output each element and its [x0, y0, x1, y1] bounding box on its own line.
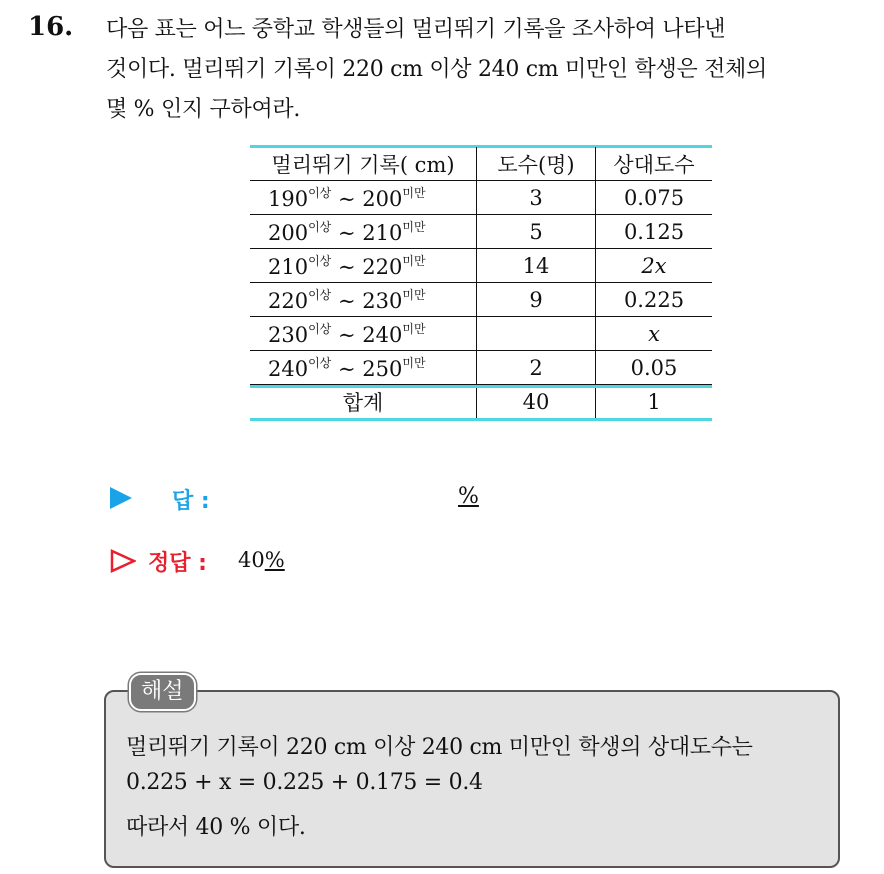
- frequency-cell: 14: [477, 249, 596, 283]
- class-interval: [250, 317, 477, 351]
- interval-range: [268, 184, 458, 211]
- correct-value: 40: [238, 548, 265, 572]
- class-interval: [250, 215, 477, 249]
- explanation-line-2: 0.225 + x = 0.225 + 0.175 = 0.4: [126, 770, 483, 795]
- ge-label: 이상: [308, 186, 332, 200]
- header-frequency: 도수(명): [477, 147, 596, 181]
- interval-from: 230: [268, 323, 309, 347]
- header-record: 멀리뛰기 기록( cm): [250, 147, 477, 181]
- table-row: [250, 351, 712, 385]
- table-bottom-rule: [250, 418, 712, 421]
- class-interval: [250, 283, 477, 317]
- total-frequency: 40: [477, 385, 596, 419]
- table-header-row: [250, 147, 712, 181]
- ge-label: 이상: [308, 288, 332, 302]
- interval-range: [268, 218, 458, 245]
- ge-label: 이상: [308, 356, 332, 370]
- lt-label: 미만: [402, 356, 426, 370]
- interval-from: 210: [268, 255, 309, 279]
- question-line-2: 것이다. 멀리뛰기 기록이 220 cm 이상 240 cm 미만인 학생은 전체의: [106, 57, 767, 82]
- relative-frequency-cell: 0.225: [596, 283, 713, 317]
- total-relative-frequency: 1: [647, 389, 661, 414]
- lt-label: 미만: [402, 220, 426, 234]
- interval-from: 200: [268, 221, 309, 245]
- explanation-line-3: 따라서 40 % 이다.: [126, 815, 306, 840]
- table-total-rule: [250, 385, 712, 388]
- frequency-table: [250, 147, 712, 418]
- table-total-row: [250, 385, 712, 419]
- interval-range: [268, 252, 458, 279]
- tilde: ∼: [337, 187, 356, 211]
- class-interval: [250, 181, 477, 215]
- interval-to: 220: [362, 255, 403, 279]
- table-row: [250, 181, 712, 215]
- explanation-tab: 해설: [129, 673, 196, 711]
- lt-label: 미만: [402, 186, 426, 200]
- ge-label: 이상: [308, 322, 332, 336]
- frequency-cell: 3: [477, 181, 596, 215]
- total-label: 합계: [250, 385, 477, 419]
- correct-arrow-icon: [110, 548, 136, 574]
- tilde: ∼: [337, 255, 356, 279]
- tilde: ∼: [337, 289, 356, 313]
- interval-to: 210: [362, 221, 403, 245]
- class-interval: [250, 351, 477, 385]
- tilde: ∼: [337, 221, 356, 245]
- frequency-cell: 2: [477, 351, 596, 385]
- correct-unit: %: [264, 548, 285, 572]
- frequency-cell: [477, 317, 596, 351]
- ge-label: 이상: [308, 254, 332, 268]
- class-interval: [250, 249, 477, 283]
- answer-unit: %: [458, 484, 479, 509]
- table-row: [250, 249, 712, 283]
- interval-range: [268, 286, 458, 313]
- table-row: [250, 317, 712, 351]
- relative-frequency-cell: 0.05: [596, 351, 713, 385]
- interval-to: 240: [362, 323, 403, 347]
- interval-from: 220: [268, 289, 309, 313]
- relative-frequency-cell: x: [596, 317, 713, 351]
- answer-label: 답 :: [172, 489, 210, 514]
- question-line-1: 다음 표는 어느 중학교 학생들의 멀리뛰기 기록을 조사하여 나타낸: [106, 17, 726, 42]
- interval-from: 240: [268, 357, 309, 381]
- table-row: [250, 215, 712, 249]
- header-relative-frequency: 상대도수: [596, 147, 713, 181]
- tilde: ∼: [337, 357, 356, 381]
- correct-answer: [238, 548, 285, 572]
- answer-arrow-icon: [110, 487, 132, 509]
- frequency-cell: 9: [477, 283, 596, 317]
- interval-range: [268, 320, 458, 347]
- interval-to: 200: [362, 187, 403, 211]
- table-row: [250, 283, 712, 317]
- tilde: ∼: [337, 323, 356, 347]
- interval-to: 250: [362, 357, 403, 381]
- lt-label: 미만: [402, 288, 426, 302]
- interval-from: 190: [268, 187, 309, 211]
- interval-to: 230: [362, 289, 403, 313]
- lt-label: 미만: [402, 322, 426, 336]
- ge-label: 이상: [308, 220, 332, 234]
- interval-range: [268, 354, 458, 381]
- question-line-3: 몇 % 인지 구하여라.: [106, 97, 301, 122]
- relative-frequency-cell: 0.075: [596, 181, 713, 215]
- explanation-line-1: 멀리뛰기 기록이 220 cm 이상 240 cm 미만인 학생의 상대도수는: [126, 735, 753, 760]
- relative-frequency-cell: 0.125: [596, 215, 713, 249]
- lt-label: 미만: [402, 254, 426, 268]
- correct-label: 정답 :: [148, 551, 207, 576]
- frequency-cell: 5: [477, 215, 596, 249]
- question-number: 16.: [28, 12, 74, 42]
- relative-frequency-cell: 2x: [596, 249, 713, 283]
